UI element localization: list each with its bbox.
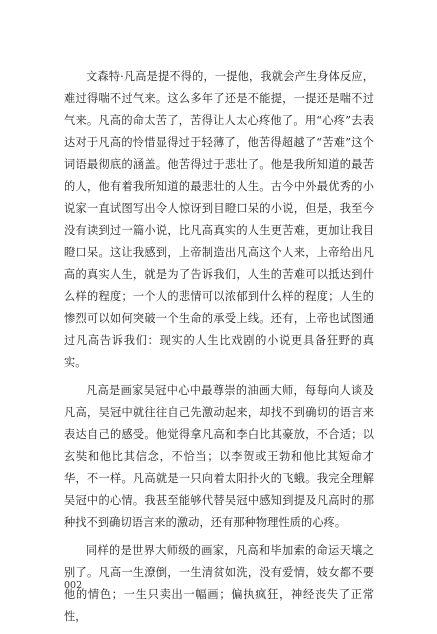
paragraph-3: 同样的是世界大师级的画家，凡高和毕加索的命运天壤之别了。凡高一生潦倒，一生清贫如洗，没有爱情，妓女都不要他的情色；一生只卖出一幅画；偏执疯狂，神经丧失了正常性， (64, 544, 374, 623)
paragraph-1: 文森特·凡高是提不得的，一提他，我就会产生身体反应，难过得喘不过气来。这么多年了还是不能提，一提还是喘不过气来。凡高的命太苦了，苦得让人太心疼他了。用“心疼”去表达对于凡高的怜惜显得过于轻薄了，他苦得超越了“苦难”这个词语最彻底的涵盖。他苦得过于悲壮了。他是我所知道的最苦的人，他有着我所知道的最悲壮的人生。古今中外最优秀的小说家一直试图写出令人惊讶到目瞪口呆的小说，但是，我至今没有读到过一篇小说，比凡高真实的人生更苦难，更加让我目瞪口呆。这让我感到，上帝制造出凡高这个人来，上帝给出凡高的真实人生，就是为了告诉我们，人生的苦难可以抵达到什么样的程度；一个人的悲情可以浓郁到什么样的程度；人生的惨烈可以如何突破一个生命的承受上线。还有，上帝也试图通过凡高告诉我们：现实的人生比戏剧的小说更具备狂野的真实。 (64, 70, 374, 369)
document-body (64, 66, 374, 634)
page-number: 002 (64, 580, 83, 591)
paragraph-2: 凡高是画家吴冠中心中最尊崇的油画大师，每每向人谈及凡高，吴冠中就往往自己先激动起来，却找不到确切的语言来表达自己的感受。他觉得拿凡高和李白比其豪放，不合适；以玄奘和他比其信念，不恰当；以李贺或王勃和他比其短命才华，不一样。凡高就是一只向着太阳扑火的飞蛾。我完全理解吴冠中的心情。我甚至能够代替吴冠中感知到提及凡高时的那种找不到确切语言来的激动，还有那种物理性质的心疼。 (64, 384, 374, 529)
